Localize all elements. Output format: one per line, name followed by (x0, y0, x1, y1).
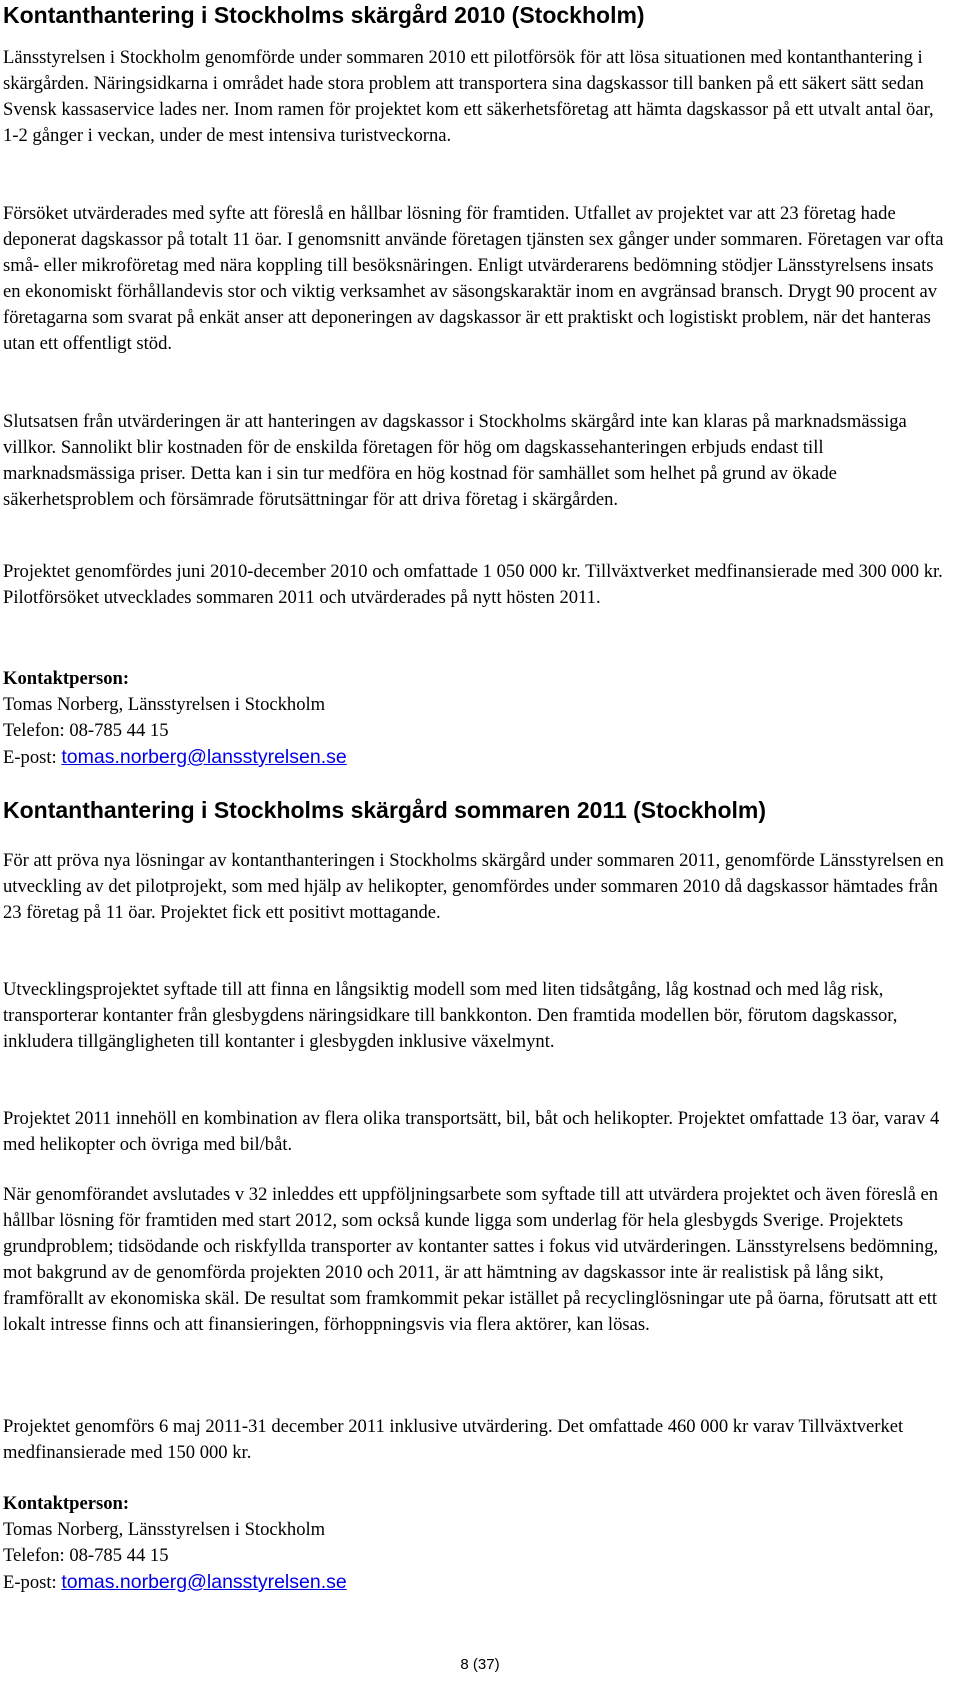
contact-phone: Telefon: 08-785 44 15 (3, 720, 169, 741)
contact-heading: Kontaktperson: (3, 1493, 130, 1514)
section2-paragraph-2: Utvecklingsprojektet syftade till att finna en långsiktig modell som med liten tidsåtgång, låg kostnad och med låg risk, transporterar kontanter från glesbygdens näringsidkare till bankkonton. Den framtida modellen bör, förutom dagskassor, inkludera tillgängligheten till kontanter i glesbygden inklusive växelmynt. (3, 979, 898, 1052)
section1-contact (3, 666, 953, 771)
section2-paragraph-5: Projektet genomförs 6 maj 2011-31 december 2011 inklusive utvärdering. Det omfattade 460 000 kr varav Tillväxtverket medfinansierade med 150 000 kr. (3, 1416, 904, 1463)
email-link[interactable]: tomas.norberg@lansstyrelsen.se (61, 1571, 347, 1593)
contact-name: Tomas Norberg, Länsstyrelsen i Stockholm (3, 694, 326, 715)
section1-paragraph-2: Försöket utvärderades med syfte att föreslå en hållbar lösning för framtiden. Utfallet av projektet var att 23 företag hade deponerat dagskassor på totalt 11 öar. I genomsnitt använde företagen tjänsten sex gånger under sommaren. Företagen var ofta små- eller mikroföretag med nära koppling till besöksnäringen. Enligt utvärderarens bedömning stödjer Länsstyrelsens insats en ekonomiskt förhållandevis stor och viktig verksamhet av säsongskaraktär inom en avgränsad bransch. Drygt 90 procent av företagarna som svarat på enkät anser att deponeringen av dagskassor är ett praktiskt och logistiskt problem, när det hanteras utan ett offentligt stöd. (3, 203, 944, 354)
page-number: 8 (37) (460, 1656, 500, 1673)
contact-heading: Kontaktperson: (3, 668, 130, 689)
section2-paragraph-1: För att pröva nya lösningar av kontanthanteringen i Stockholms skärgård under sommaren 2011, genomförde Länsstyrelsen en utveckling av det pilotprojekt, som med hjälp av helikopter, genomfördes under sommaren 2010 då dagskassor hämtades från 23 företag på 11 öar. Projektet fick ett positivt mottagande. (3, 850, 944, 923)
email-label: E-post: (3, 747, 57, 768)
email-link[interactable]: tomas.norberg@lansstyrelsen.se (61, 746, 347, 768)
contact-email-line (3, 744, 953, 771)
contact-phone: Telefon: 08-785 44 15 (3, 1545, 169, 1566)
section2-paragraph-3: Projektet 2011 innehöll en kombination av flera olika transportsätt, bil, båt och helikopter. Projektet omfattade 13 öar, varav 4 med helikopter och övriga med bil/båt. (3, 1108, 940, 1155)
section1-title: Kontanthantering i Stockholms skärgård 2010 (Stockholm) (3, 2, 645, 28)
section2-paragraph-4: När genomförandet avslutades v 32 inleddes ett uppföljningsarbete som syftade till att utvärdera projektet och även föreslå en hållbar lösning för framtiden med start 2012, som också kunde ligga som underlag för hela glesbygds Sverige. Projektets grundproblem; tidsödande och riskfyllda transporter av kontanter sattes i fokus vid utvärderingen. Länsstyrelsens bedömning, mot bakgrund av de genomförda projekten 2010 och 2011, är att hämtning av dagskassor inte är realistisk på lång sikt, framförallt av ekonomiska skäl. De resultat som framkommit pekar istället på recyclinglösningar ute på öarna, förutsatt att ett lokalt intresse finns och att finansieringen, förhoppningsvis via flera aktörer, kan lösas. (3, 1184, 939, 1335)
contact-email-line (3, 1569, 953, 1596)
email-label: E-post: (3, 1572, 57, 1593)
section2-contact (3, 1491, 953, 1596)
section2-title: Kontanthantering i Stockholms skärgård sommaren 2011 (Stockholm) (3, 797, 767, 823)
section1-paragraph-3: Slutsatsen från utvärderingen är att hanteringen av dagskassor i Stockholms skärgård inte kan klaras på marknadsmässiga villkor. Sannolikt blir kostnaden för de enskilda företagen för hög om dagskassehanteringen erbjuds endast till marknadsmässiga priser. Detta kan i sin tur medföra en hög kostnad för samhället som helhet på grund av ökade säkerhetsproblem och försämrade förutsättningar för att driva företag i skärgården. (3, 411, 907, 510)
contact-name: Tomas Norberg, Länsstyrelsen i Stockholm (3, 1519, 326, 1540)
section1-paragraph-1: Länsstyrelsen i Stockholm genomförde under sommaren 2010 ett pilotförsök för att lösa situationen med kontanthantering i skärgården. Näringsidkarna i området hade stora problem att transportera sina dagskassor till banken på ett säkert sätt sedan Svensk kassaservice lades ner. Inom ramen för projektet kom ett säkerhetsföretag att hämta dagskassor på ett utvalt antal öar, 1-2 gånger i veckan, under de mest intensiva turistveckorna. (3, 47, 934, 146)
section1-paragraph-4: Projektet genomfördes juni 2010-december 2010 och omfattade 1 050 000 kr. Tillväxtverket medfinansierade med 300 000 kr. Pilotförsöket utvecklades sommaren 2011 och utvärderades på nytt hösten 2011. (3, 561, 943, 608)
